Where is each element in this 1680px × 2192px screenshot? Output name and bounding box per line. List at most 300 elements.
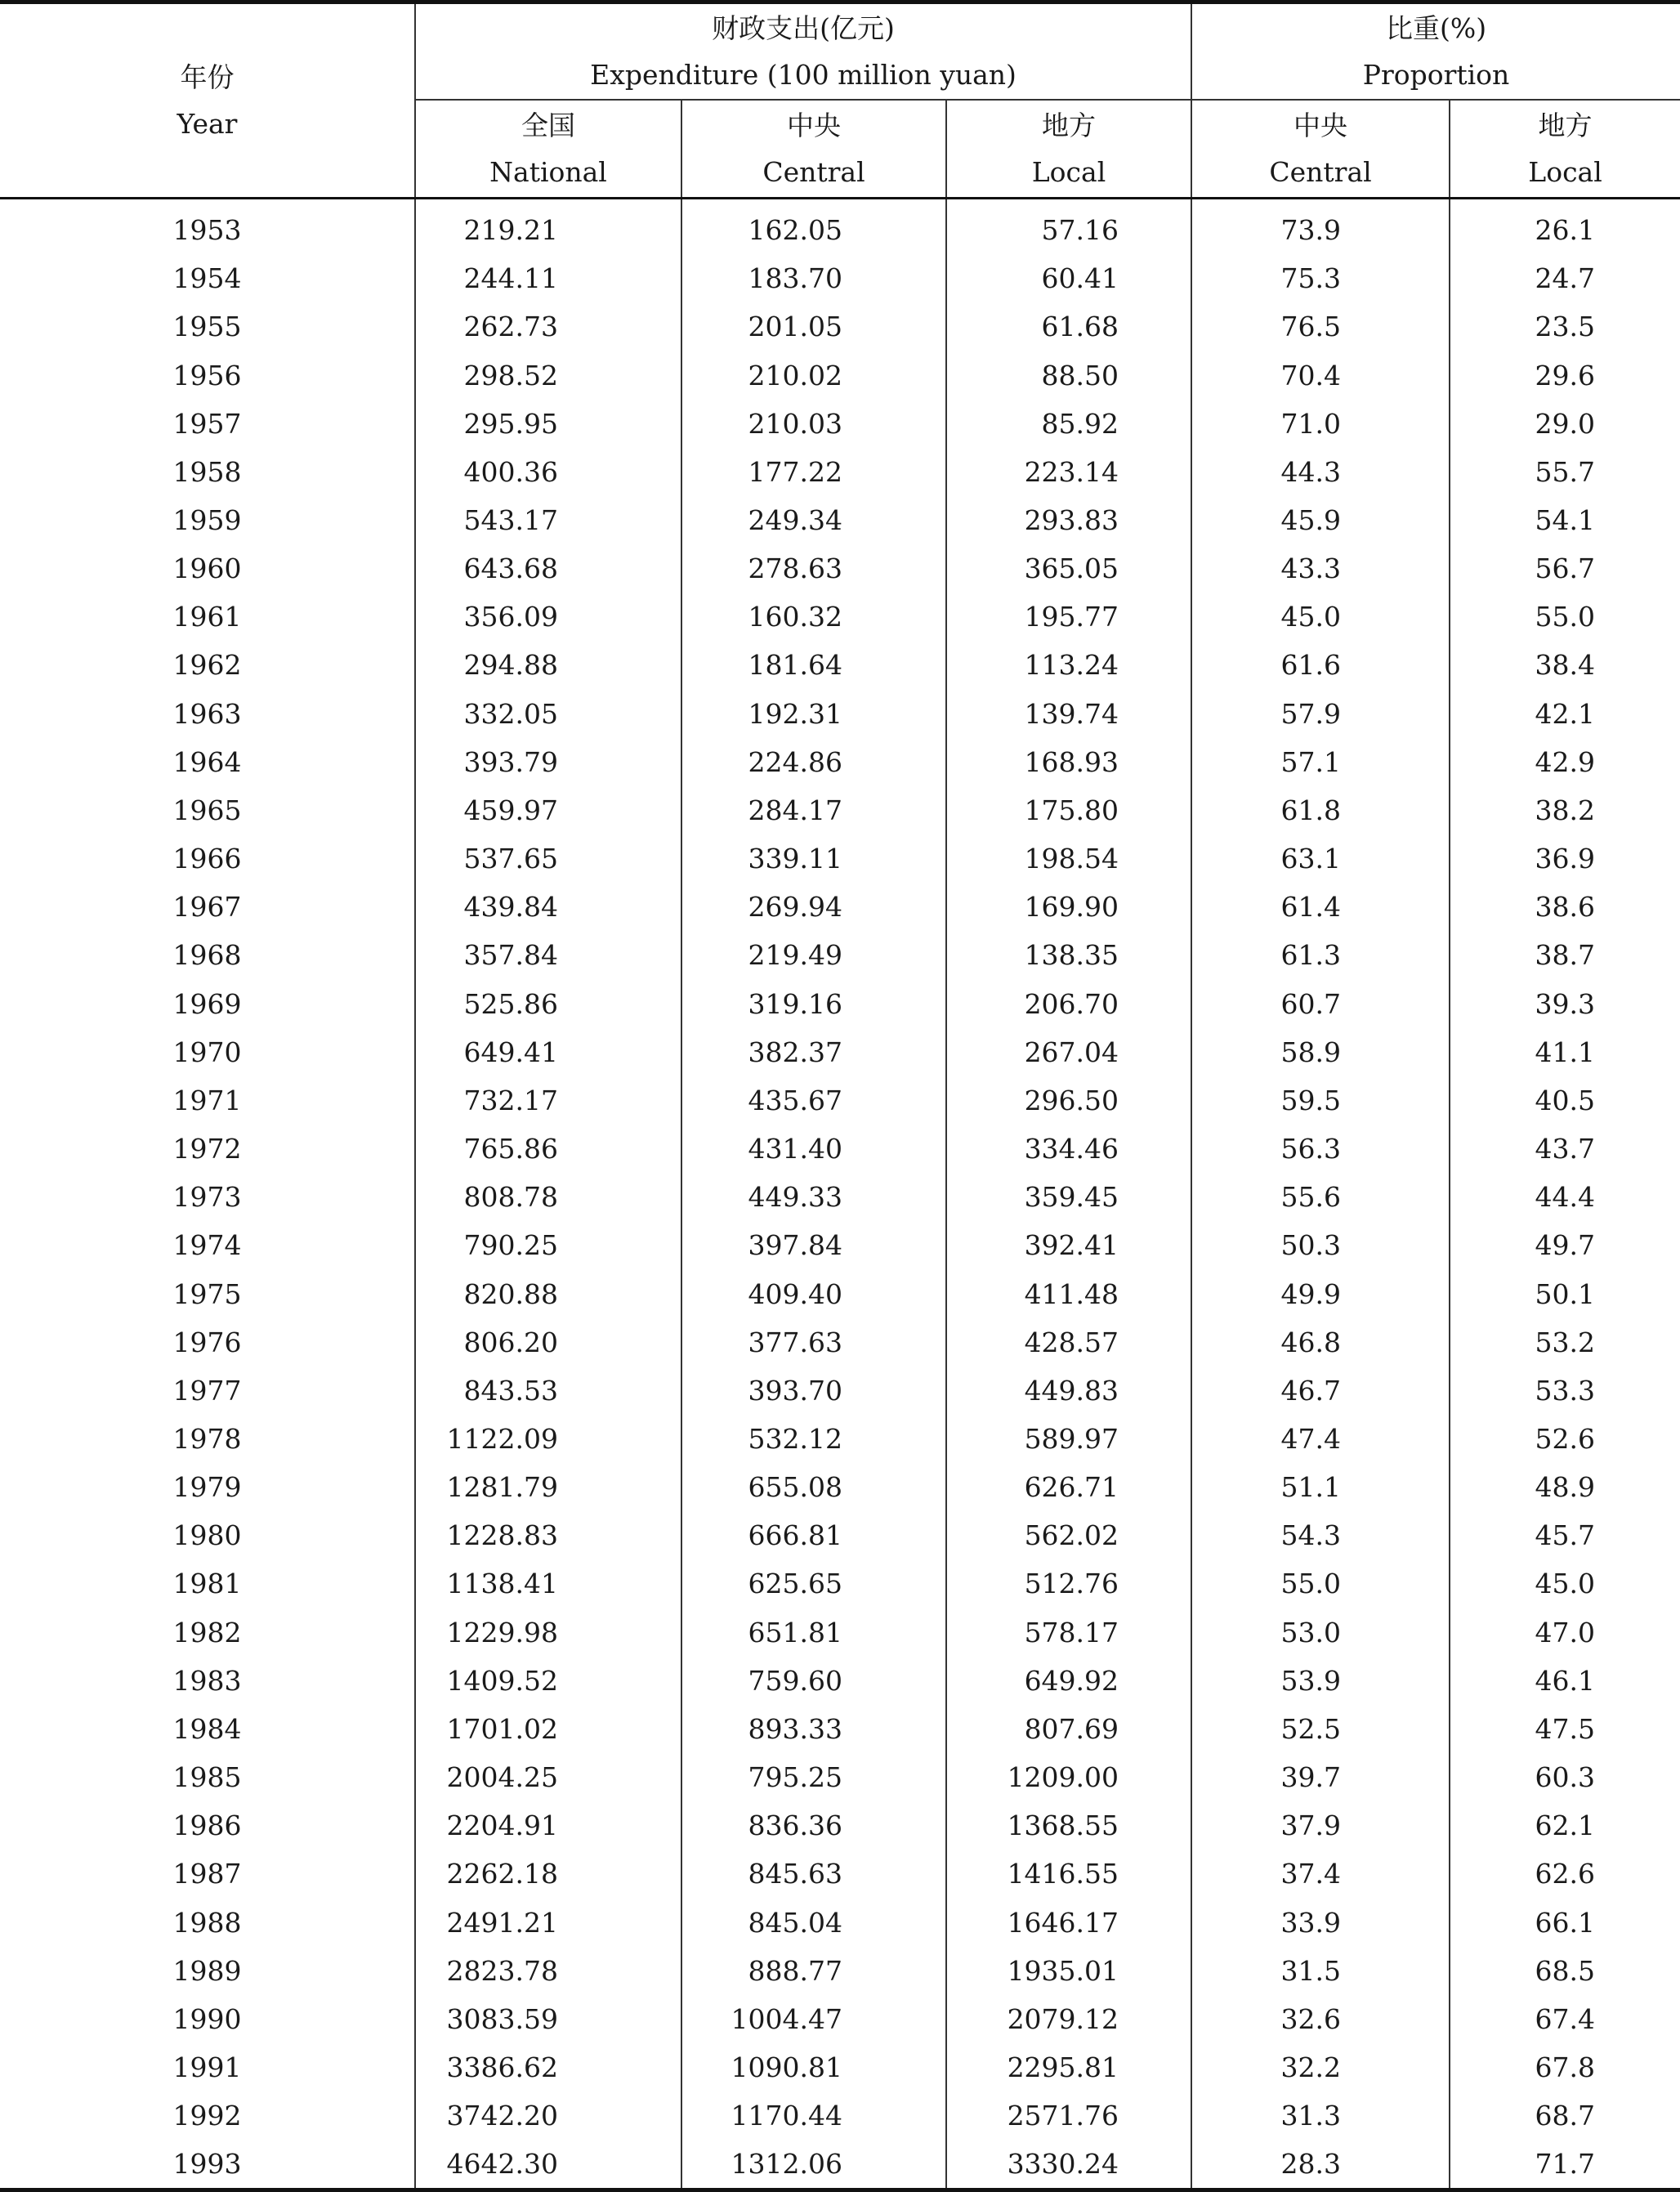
proportion-local-cell: 23.5: [1535, 311, 1596, 343]
table-row: [0, 1076, 1680, 1125]
local-cell: 195.77: [946, 593, 1191, 641]
central-cell: 393.70: [681, 1367, 946, 1415]
year-cell: 1984: [0, 1705, 415, 1753]
local-cell: 1935.01: [946, 1947, 1191, 1995]
year-cell: 1989: [0, 1947, 415, 1995]
proportion-local-cell: 38.6: [1535, 891, 1596, 924]
proportion-local-cell: 68.5: [1535, 1954, 1596, 1987]
central-cell: 845.63: [681, 1850, 946, 1898]
local-cell: 1368.55: [946, 1801, 1191, 1850]
table-row: [0, 1753, 1680, 1801]
proportion-central-cell: 32.6: [1191, 1995, 1450, 2043]
national-header-zh: 全国: [521, 110, 575, 141]
proportion-central-cell: 57.9: [1191, 690, 1450, 738]
central-cell: 893.33: [681, 1705, 946, 1753]
national-cell: 525.86: [415, 980, 681, 1028]
local-cell: 1416.55: [946, 1850, 1191, 1898]
central-cell: 1170.44: [681, 2091, 946, 2140]
central-cell: 795.25: [681, 1753, 946, 1801]
proportion-central-cell: 39.7: [1191, 1753, 1450, 1801]
national-cell: 1228.83: [415, 1511, 681, 1559]
proportion-local-cell: 42.1: [1535, 697, 1596, 730]
national-column-header: [415, 100, 681, 199]
local-cell: 223.14: [946, 448, 1191, 496]
proportion-local-cell: 54.1: [1535, 504, 1596, 537]
proportion-local-cell: 41.1: [1535, 1036, 1596, 1068]
local-cell: 113.24: [946, 641, 1191, 689]
proportion-central-cell: 37.9: [1191, 1801, 1450, 1850]
proportion-central-header-zh: 中央: [1294, 110, 1348, 141]
proportion-central-cell: 57.1: [1191, 738, 1450, 786]
proportion-central-cell: 50.3: [1191, 1221, 1450, 1269]
national-cell: 439.84: [415, 883, 681, 931]
proportion-central-cell: 55.6: [1191, 1173, 1450, 1221]
proportion-local-cell: 29.0: [1535, 407, 1596, 440]
year-header-en: Year: [176, 108, 238, 140]
proportion-local-cell: 47.5: [1535, 1712, 1596, 1745]
table-row: [0, 1367, 1680, 1415]
year-cell: 1963: [0, 690, 415, 738]
central-cell: 1090.81: [681, 2043, 946, 2091]
national-cell: 790.25: [415, 1221, 681, 1269]
proportion-central-header-en: Central: [1269, 156, 1372, 188]
local-cell: 206.70: [946, 980, 1191, 1028]
national-cell: 806.20: [415, 1318, 681, 1367]
national-cell: 298.52: [415, 351, 681, 399]
proportion-central-cell: 31.3: [1191, 2091, 1450, 2140]
central-cell: 201.05: [681, 302, 946, 351]
year-cell: 1975: [0, 1269, 415, 1317]
national-cell: 219.21: [415, 199, 681, 255]
proportion-local-cell: 62.1: [1535, 1810, 1596, 1842]
central-cell: 409.40: [681, 1269, 946, 1317]
proportion-central-cell: 56.3: [1191, 1125, 1450, 1173]
central-cell: 435.67: [681, 1076, 946, 1125]
table-row: [0, 931, 1680, 979]
national-cell: 2204.91: [415, 1801, 681, 1850]
central-cell: 382.37: [681, 1028, 946, 1076]
national-cell: 356.09: [415, 593, 681, 641]
year-cell: 1990: [0, 1995, 415, 2043]
table-row: [0, 738, 1680, 786]
proportion-local-cell: 46.1: [1535, 1664, 1596, 1697]
local-cell: 3330.24: [946, 2140, 1191, 2190]
year-cell: 1981: [0, 1559, 415, 1608]
proportion-central-cell: 45.9: [1191, 496, 1450, 544]
national-cell: 262.73: [415, 302, 681, 351]
year-cell: 1974: [0, 1221, 415, 1269]
year-cell: 1967: [0, 883, 415, 931]
central-cell: 651.81: [681, 1608, 946, 1657]
central-cell: 284.17: [681, 786, 946, 834]
proportion-central-cell: 61.6: [1191, 641, 1450, 689]
central-cell: 449.33: [681, 1173, 946, 1221]
national-cell: 2262.18: [415, 1850, 681, 1898]
local-cell: 411.48: [946, 1269, 1191, 1317]
proportion-local-cell: 60.3: [1535, 1761, 1596, 1794]
proportion-central-cell: 73.9: [1191, 199, 1450, 255]
year-cell: 1965: [0, 786, 415, 834]
central-cell: 377.63: [681, 1318, 946, 1367]
table-row: [0, 1801, 1680, 1850]
national-cell: 3083.59: [415, 1995, 681, 2043]
central-header-en: Central: [762, 156, 865, 188]
year-cell: 1987: [0, 1850, 415, 1898]
proportion-local-cell: 66.1: [1535, 1906, 1596, 1939]
expenditure-group-header: [415, 2, 1191, 101]
table-row: [0, 2091, 1680, 2140]
national-cell: 4642.30: [415, 2140, 681, 2190]
central-cell: 339.11: [681, 834, 946, 883]
proportion-central-cell: 37.4: [1191, 1850, 1450, 1898]
central-cell: 625.65: [681, 1559, 946, 1608]
national-cell: 393.79: [415, 738, 681, 786]
national-cell: 2491.21: [415, 1898, 681, 1946]
table-row: [0, 1947, 1680, 1995]
year-cell: 1954: [0, 254, 415, 302]
national-cell: 332.05: [415, 690, 681, 738]
local-cell: 57.16: [946, 199, 1191, 255]
proportion-local-cell: 45.7: [1535, 1519, 1596, 1552]
proportion-local-cell: 45.0: [1535, 1568, 1596, 1600]
proportion-local-cell: 49.7: [1535, 1229, 1596, 1262]
table-row: [0, 302, 1680, 351]
national-cell: 1409.52: [415, 1657, 681, 1705]
central-cell: 836.36: [681, 1801, 946, 1850]
table-header: [0, 2, 1680, 199]
local-cell: 296.50: [946, 1076, 1191, 1125]
proportion-central-cell: 46.8: [1191, 1318, 1450, 1367]
proportion-local-cell: 39.3: [1535, 987, 1596, 1020]
proportion-local-cell: 38.4: [1535, 649, 1596, 682]
proportion-local-cell: 40.5: [1535, 1084, 1596, 1116]
central-cell: 319.16: [681, 980, 946, 1028]
local-cell: 139.74: [946, 690, 1191, 738]
proportion-local-cell: 47.0: [1535, 1616, 1596, 1648]
year-cell: 1958: [0, 448, 415, 496]
national-cell: 765.86: [415, 1125, 681, 1173]
local-cell: 512.76: [946, 1559, 1191, 1608]
proportion-local-cell: 38.2: [1535, 794, 1596, 826]
proportion-local-cell: 62.6: [1535, 1858, 1596, 1890]
central-cell: 655.08: [681, 1463, 946, 1511]
proportion-header-en: Proportion: [1362, 59, 1510, 91]
proportion-local-cell: 48.9: [1535, 1471, 1596, 1504]
year-cell: 1962: [0, 641, 415, 689]
table-row: [0, 1995, 1680, 2043]
year-cell: 1960: [0, 544, 415, 593]
table-row: [0, 1850, 1680, 1898]
table-row: [0, 1125, 1680, 1173]
year-cell: 1966: [0, 834, 415, 883]
national-cell: 3386.62: [415, 2043, 681, 2091]
local-cell: 267.04: [946, 1028, 1191, 1076]
proportion-local-cell: 50.1: [1535, 1277, 1596, 1310]
table-body: [0, 199, 1680, 2190]
proportion-central-cell: 63.1: [1191, 834, 1450, 883]
table-row: [0, 400, 1680, 448]
proportion-central-cell: 46.7: [1191, 1367, 1450, 1415]
local-header-en: Local: [1031, 156, 1106, 188]
year-cell: 1964: [0, 738, 415, 786]
central-header-zh: 中央: [787, 110, 841, 141]
year-cell: 1983: [0, 1657, 415, 1705]
year-cell: 1973: [0, 1173, 415, 1221]
proportion-central-cell: 49.9: [1191, 1269, 1450, 1317]
proportion-central-cell: 55.0: [1191, 1559, 1450, 1608]
local-cell: 365.05: [946, 544, 1191, 593]
proportion-central-cell: 61.4: [1191, 883, 1450, 931]
year-cell: 1985: [0, 1753, 415, 1801]
proportion-central-cell: 60.7: [1191, 980, 1450, 1028]
proportion-central-cell: 70.4: [1191, 351, 1450, 399]
local-cell: 60.41: [946, 254, 1191, 302]
proportion-local-cell: 55.0: [1535, 601, 1596, 633]
local-cell: 578.17: [946, 1608, 1191, 1657]
local-cell: 2571.76: [946, 2091, 1191, 2140]
proportion-central-cell: 54.3: [1191, 1511, 1450, 1559]
proportion-central-cell: 75.3: [1191, 254, 1450, 302]
central-cell: 249.34: [681, 496, 946, 544]
national-cell: 543.17: [415, 496, 681, 544]
proportion-local-cell: 29.6: [1535, 359, 1596, 391]
local-cell: 2079.12: [946, 1995, 1191, 2043]
local-cell: 61.68: [946, 302, 1191, 351]
central-cell: 162.05: [681, 199, 946, 255]
year-cell: 1959: [0, 496, 415, 544]
local-cell: 168.93: [946, 738, 1191, 786]
local-cell: 807.69: [946, 1705, 1191, 1753]
year-cell: 1961: [0, 593, 415, 641]
central-cell: 224.86: [681, 738, 946, 786]
proportion-central-cell: 45.0: [1191, 593, 1450, 641]
year-cell: 1988: [0, 1898, 415, 1946]
year-cell: 1986: [0, 1801, 415, 1850]
table-row: [0, 593, 1680, 641]
central-cell: 397.84: [681, 1221, 946, 1269]
table-row: [0, 1608, 1680, 1657]
table-row: [0, 641, 1680, 689]
year-cell: 1955: [0, 302, 415, 351]
year-cell: 1957: [0, 400, 415, 448]
local-cell: 392.41: [946, 1221, 1191, 1269]
year-cell: 1977: [0, 1367, 415, 1415]
proportion-central-cell: 76.5: [1191, 302, 1450, 351]
proportion-local-cell: 67.4: [1535, 2002, 1596, 2035]
local-cell: 649.92: [946, 1657, 1191, 1705]
table-row: [0, 2140, 1680, 2190]
proportion-local-cell: 44.4: [1535, 1181, 1596, 1214]
table-row: [0, 690, 1680, 738]
year-cell: 1969: [0, 980, 415, 1028]
proportion-local-cell: 36.9: [1535, 843, 1596, 875]
expenditure-header-zh: 财政支出(亿元): [712, 12, 895, 44]
local-header-zh: 地方: [1042, 110, 1097, 141]
central-cell: 278.63: [681, 544, 946, 593]
proportion-local-column-header: [1450, 100, 1680, 199]
national-cell: 400.36: [415, 448, 681, 496]
table-row: [0, 1705, 1680, 1753]
proportion-central-cell: 33.9: [1191, 1898, 1450, 1946]
table-row: [0, 834, 1680, 883]
proportion-central-cell: 59.5: [1191, 1076, 1450, 1125]
central-cell: 532.12: [681, 1415, 946, 1463]
proportion-central-cell: 51.1: [1191, 1463, 1450, 1511]
year-cell: 1992: [0, 2091, 415, 2140]
local-cell: 1646.17: [946, 1898, 1191, 1946]
proportion-local-cell: 26.1: [1535, 214, 1596, 247]
year-cell: 1978: [0, 1415, 415, 1463]
national-cell: 537.65: [415, 834, 681, 883]
national-cell: 649.41: [415, 1028, 681, 1076]
central-cell: 759.60: [681, 1657, 946, 1705]
proportion-central-cell: 53.9: [1191, 1657, 1450, 1705]
national-cell: 3742.20: [415, 2091, 681, 2140]
table-row: [0, 1221, 1680, 1269]
local-column-header: [946, 100, 1191, 199]
proportion-central-cell: 47.4: [1191, 1415, 1450, 1463]
national-cell: 1229.98: [415, 1608, 681, 1657]
year-cell: 1991: [0, 2043, 415, 2091]
proportion-local-cell: 24.7: [1535, 262, 1596, 295]
proportion-local-header-zh: 地方: [1538, 110, 1593, 141]
national-cell: 2004.25: [415, 1753, 681, 1801]
proportion-local-header-en: Local: [1528, 156, 1602, 188]
local-cell: 589.97: [946, 1415, 1191, 1463]
year-cell: 1953: [0, 199, 415, 255]
local-cell: 85.92: [946, 400, 1191, 448]
expenditure-header-en: Expenditure (100 million yuan): [590, 59, 1016, 91]
local-cell: 562.02: [946, 1511, 1191, 1559]
year-cell: 1971: [0, 1076, 415, 1125]
central-cell: 183.70: [681, 254, 946, 302]
proportion-local-cell: 43.7: [1535, 1133, 1596, 1165]
national-header-en: National: [489, 156, 607, 188]
table-row: [0, 1269, 1680, 1317]
proportion-central-cell: 61.3: [1191, 931, 1450, 979]
proportion-central-cell: 44.3: [1191, 448, 1450, 496]
proportion-local-cell: 52.6: [1535, 1422, 1596, 1455]
table-row: [0, 786, 1680, 834]
local-cell: 1209.00: [946, 1753, 1191, 1801]
national-cell: 1122.09: [415, 1415, 681, 1463]
table-row: [0, 448, 1680, 496]
central-cell: 181.64: [681, 641, 946, 689]
national-cell: 643.68: [415, 544, 681, 593]
proportion-group-header: [1191, 2, 1680, 101]
proportion-local-cell: 38.7: [1535, 939, 1596, 972]
table-row: [0, 1318, 1680, 1367]
proportion-header-zh: 比重(%): [1385, 12, 1487, 44]
table-row: [0, 1463, 1680, 1511]
national-cell: 244.11: [415, 254, 681, 302]
proportion-local-cell: 71.7: [1535, 2148, 1596, 2181]
year-cell: 1993: [0, 2140, 415, 2190]
year-cell: 1982: [0, 1608, 415, 1657]
table-row: [0, 883, 1680, 931]
year-column-header: [0, 2, 415, 199]
central-cell: 1312.06: [681, 2140, 946, 2190]
proportion-local-cell: 53.3: [1535, 1374, 1596, 1407]
local-cell: 88.50: [946, 351, 1191, 399]
national-cell: 1281.79: [415, 1463, 681, 1511]
proportion-central-cell: 58.9: [1191, 1028, 1450, 1076]
proportion-central-cell: 52.5: [1191, 1705, 1450, 1753]
table-row: [0, 1559, 1680, 1608]
national-cell: 1138.41: [415, 1559, 681, 1608]
proportion-central-cell: 71.0: [1191, 400, 1450, 448]
proportion-central-cell: 43.3: [1191, 544, 1450, 593]
central-cell: 269.94: [681, 883, 946, 931]
proportion-central-cell: 61.8: [1191, 786, 1450, 834]
central-cell: 219.49: [681, 931, 946, 979]
table-row: [0, 199, 1680, 255]
year-cell: 1970: [0, 1028, 415, 1076]
proportion-local-cell: 68.7: [1535, 2100, 1596, 2132]
central-cell: 210.03: [681, 400, 946, 448]
proportion-central-cell: 53.0: [1191, 1608, 1450, 1657]
national-cell: 459.97: [415, 786, 681, 834]
national-cell: 808.78: [415, 1173, 681, 1221]
national-cell: 2823.78: [415, 1947, 681, 1995]
table-row: [0, 254, 1680, 302]
national-cell: 1701.02: [415, 1705, 681, 1753]
table-row: [0, 1173, 1680, 1221]
table-row: [0, 980, 1680, 1028]
table-row: [0, 1511, 1680, 1559]
national-cell: 843.53: [415, 1367, 681, 1415]
proportion-local-cell: 53.2: [1535, 1326, 1596, 1358]
proportion-local-cell: 67.8: [1535, 2051, 1596, 2084]
central-cell: 177.22: [681, 448, 946, 496]
year-cell: 1956: [0, 351, 415, 399]
local-cell: 169.90: [946, 883, 1191, 931]
central-cell: 845.04: [681, 1898, 946, 1946]
local-cell: 293.83: [946, 496, 1191, 544]
table-row: [0, 1898, 1680, 1946]
table-row: [0, 544, 1680, 593]
central-cell: 210.02: [681, 351, 946, 399]
year-cell: 1980: [0, 1511, 415, 1559]
local-cell: 2295.81: [946, 2043, 1191, 2091]
proportion-central-cell: 32.2: [1191, 2043, 1450, 2091]
local-cell: 334.46: [946, 1125, 1191, 1173]
year-header-zh: 年份: [180, 61, 235, 93]
local-cell: 175.80: [946, 786, 1191, 834]
national-cell: 820.88: [415, 1269, 681, 1317]
proportion-central-column-header: [1191, 100, 1450, 199]
table-row: [0, 2043, 1680, 2091]
local-cell: 359.45: [946, 1173, 1191, 1221]
central-column-header: [681, 100, 946, 199]
table-row: [0, 351, 1680, 399]
local-cell: 198.54: [946, 834, 1191, 883]
local-cell: 138.35: [946, 931, 1191, 979]
national-cell: 357.84: [415, 931, 681, 979]
national-cell: 295.95: [415, 400, 681, 448]
proportion-local-cell: 42.9: [1535, 745, 1596, 778]
year-cell: 1972: [0, 1125, 415, 1173]
year-cell: 1968: [0, 931, 415, 979]
national-cell: 732.17: [415, 1076, 681, 1125]
local-cell: 428.57: [946, 1318, 1191, 1367]
year-cell: 1979: [0, 1463, 415, 1511]
proportion-local-cell: 56.7: [1535, 552, 1596, 585]
table-row: [0, 1415, 1680, 1463]
central-cell: 888.77: [681, 1947, 946, 1995]
table-row: [0, 1657, 1680, 1705]
central-cell: 431.40: [681, 1125, 946, 1173]
